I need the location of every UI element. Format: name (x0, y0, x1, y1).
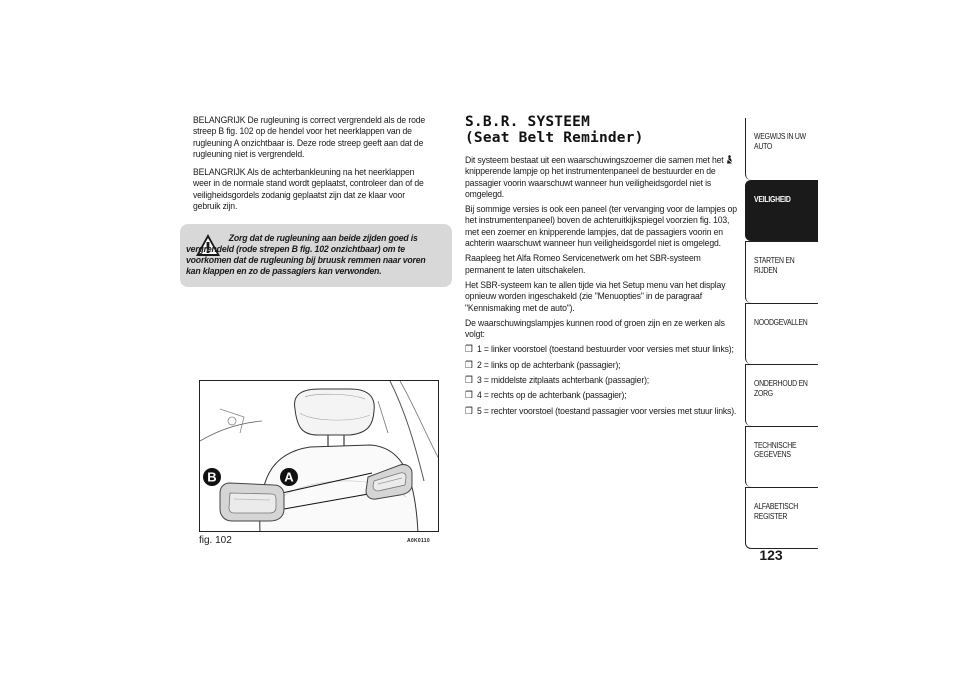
tab-label: VEILIGHEID (754, 193, 791, 204)
tab-label: NOODGEVALLEN (754, 316, 808, 327)
tab-label: ONDERHOUD EN ZORG (754, 378, 808, 398)
tab-noodgevallen[interactable] (745, 303, 818, 365)
figure-seat-backrest (199, 380, 439, 532)
paragraph-intro-start: Dit systeem bestaat uit een waarschuwingszoemer die samen met het (465, 154, 724, 165)
list-item-text: 3 = middelste zitplaats achterbank (passagier); (476, 374, 650, 386)
bullet-mark: ❒ (465, 389, 473, 401)
seat-backrest-illustration (200, 381, 439, 532)
list-item (465, 389, 741, 400)
list-item (465, 359, 741, 370)
list-item-text: 2 = links op de achterbank (passagier); (476, 358, 621, 370)
lever-inset-b (220, 483, 284, 521)
tab-technische[interactable] (745, 426, 818, 488)
figure-caption: fig. 102 (199, 535, 232, 546)
section-title-line-1: S.B.R. SYSTEEM (465, 114, 591, 130)
paragraph-setup: Het SBR-systeem kan te allen tijde via het Setup menu van het display opnieuw worden ingeschakeld (zie "Menuopties" in de paragraaf "Kennismaking met de auto"). (465, 278, 726, 313)
tab-onderhoud[interactable] (745, 364, 818, 426)
right-column (465, 114, 743, 420)
tab-label: STARTEN EN RIJDEN (754, 255, 795, 275)
tab-label: TECHNISCHE GEGEVENS (754, 439, 797, 459)
tab-veiligheid[interactable] (745, 180, 818, 242)
list-item (465, 343, 741, 354)
important-note-2: BELANGRIJK Als de achterbankleuning na het neerklappen weer in de normale stand wordt geplaatst, controleer dan of de veiligheidsgordels zodanig geplaatst zijn dat ze klaar voor gebruik zijn. (193, 166, 424, 212)
warning-text: Zorg dat de rugleuning aan beide zijden goed is vergrendeld (rode strepen B fig. 102 onzichtbaar) om te voorkomen dat de rugleuning bij bruusk remmen naar voren kan klappen en zo de passagiers kan verwonden. (186, 232, 426, 277)
section-title-line-2: (Seat Belt Reminder) (465, 130, 644, 146)
warning-box (180, 224, 452, 287)
left-column (193, 114, 430, 218)
paragraph-lamps: De waarschuwingslampjes kunnen rood of groen zijn en ze werken als volgt: (465, 316, 725, 340)
label-a: A (284, 469, 294, 485)
tab-register[interactable] (745, 487, 818, 549)
chapter-tabs (745, 118, 818, 549)
bullet-mark: ❒ (465, 343, 473, 355)
important-note-1: BELANGRIJK De rugleuning is correct vergrendeld als de rode streep B fig. 102 op de hendel voor het neerklappen van de rugleuning A onzichtbaar is. Deze rode streep geeft aan dat de rugleuning niet is vergrendeld. (193, 114, 426, 159)
section-title (465, 114, 743, 146)
tab-label: ALFABETISCH REGISTER (754, 501, 798, 521)
list-item-text: 4 = rechts op de achterbank (passagier); (476, 389, 627, 401)
figure-code: A0K0110 (407, 538, 430, 544)
section-body (465, 154, 741, 416)
paragraph-panel: Bij sommige versies is ook een paneel (ter vervanging voor de lampjes op het instrumentenpaneel) boven de achteruitkijkspiegel voorzien fig. 103, met een zoemer en knipperende lampjes, dat de passagiers voorin en achterin waarschuwt wanneer hun veiligheidsgordel niet is omgelegd. (465, 203, 737, 249)
list-item-text: 5 = rechter voorstoel (toestand passagier voor versies met stuur links). (476, 404, 737, 416)
list-item (465, 374, 741, 385)
page-number: 123 (759, 547, 783, 563)
bullet-mark: ❒ (465, 358, 473, 370)
paragraph-intro (465, 154, 741, 199)
bullet-mark: ❒ (465, 404, 473, 416)
bullet-mark: ❒ (465, 374, 473, 386)
list-item (465, 405, 741, 416)
tab-starten[interactable] (745, 241, 818, 303)
paragraph-service: Raapleeg het Alfa Romeo Servicenetwerk om het SBR-systeem permanent te laten uitschakelen. (465, 252, 701, 275)
paragraph-intro-end: knipperende lampje op het instrumentenpaneel de bestuurder en de passagier voorin waarschuwt wanneer hun veiligheidsgordel niet is omgelegd. (465, 165, 716, 199)
list-item-text: 1 = linker voorstoel (toestand bestuurder voor versies met stuur links); (476, 343, 734, 355)
tab-wegwijs[interactable] (745, 118, 818, 180)
tab-label: WEGWIJS IN UW AUTO (754, 131, 806, 151)
label-b: B (207, 469, 217, 485)
seat-belt-icon (726, 155, 734, 164)
